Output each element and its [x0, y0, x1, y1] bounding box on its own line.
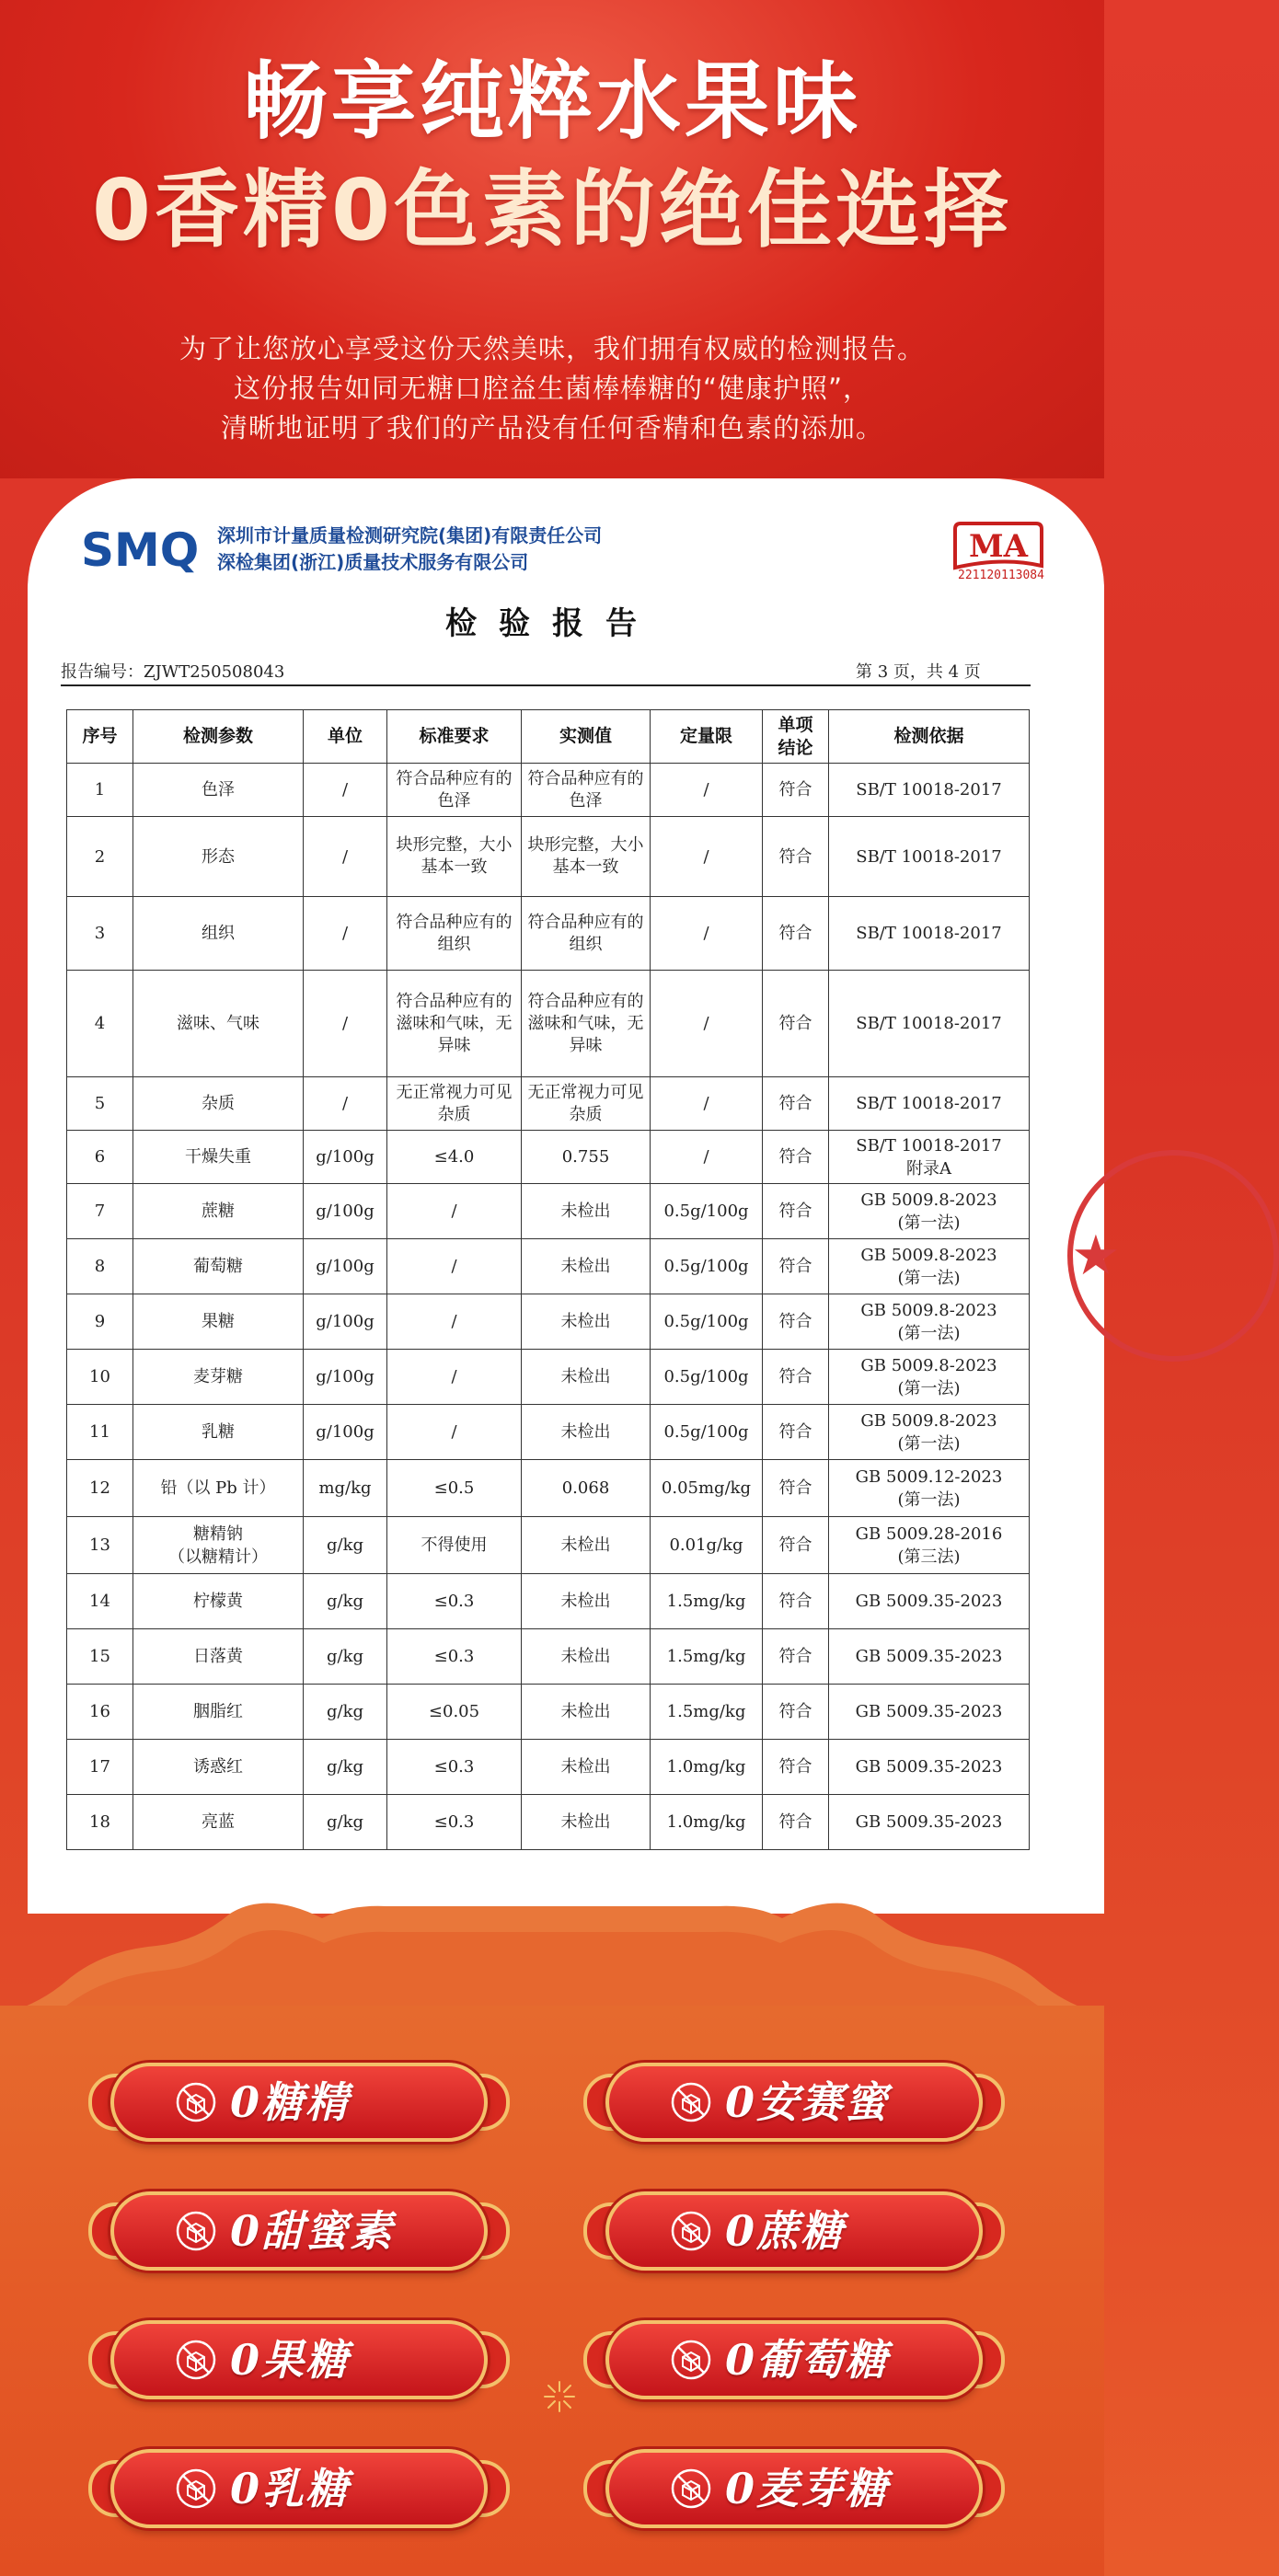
headline-line2: 0香精0色素的绝佳选择 [91, 161, 1013, 259]
table-cell: GB 5009.8-2023 (第一法) [829, 1239, 1030, 1294]
badge [578, 2052, 1010, 2153]
table-row [67, 1131, 1030, 1184]
table-cell: GB 5009.8-2023 (第一法) [829, 1405, 1030, 1460]
badge-label: 0甜蜜素 [230, 2206, 395, 2256]
table-cell: 符合 [763, 1131, 829, 1184]
badge [83, 2309, 515, 2410]
no-sugar-cube-icon [670, 2210, 712, 2252]
table-cell: / [387, 1405, 522, 1460]
table-cell: 块形完整，大小基本一致 [522, 817, 651, 897]
table-cell: 1.5mg/kg [651, 1629, 763, 1685]
table-cell: 符合 [763, 1574, 829, 1629]
badge-label: 0葡萄糖 [725, 2335, 890, 2385]
table-row [67, 1629, 1030, 1685]
table-row [67, 1574, 1030, 1629]
table-row [67, 764, 1030, 817]
table-cell: GB 5009.8-2023 (第一法) [829, 1184, 1030, 1239]
table-cell: / [304, 1077, 387, 1131]
table-row [67, 1740, 1030, 1795]
table-cell: 1.0mg/kg [651, 1795, 763, 1850]
table-cell: 0.5g/100g [651, 1350, 763, 1405]
table-cell: 16 [67, 1685, 133, 1740]
badge-label: 0麦芽糖 [725, 2464, 890, 2513]
table-cell: 1.5mg/kg [651, 1574, 763, 1629]
table-cell: 2 [67, 817, 133, 897]
org-name [217, 523, 602, 576]
table-cell: / [387, 1184, 522, 1239]
inspection-table [66, 709, 1030, 1850]
table-cell: 符合 [763, 1740, 829, 1795]
table-cell: ≤0.5 [387, 1460, 522, 1517]
table-cell: 符合品种应有的色泽 [522, 764, 651, 817]
table-cell: 0.5g/100g [651, 1405, 763, 1460]
table-row [67, 1294, 1030, 1350]
table-cell: 符合 [763, 764, 829, 817]
table-row [67, 1685, 1030, 1740]
table-row [67, 817, 1030, 897]
table-cell: 未检出 [522, 1184, 651, 1239]
table-cell: SB/T 10018-2017 附录A [829, 1131, 1030, 1184]
badge [83, 2438, 515, 2539]
column-header: 单项 结论 [763, 710, 829, 764]
table-cell: 组织 [133, 897, 304, 971]
table-cell: 符合 [763, 817, 829, 897]
table-cell: ≤0.05 [387, 1685, 522, 1740]
intro-line: 这份报告如同无糖口腔益生菌棒棒糖的“健康护照”， [233, 373, 871, 404]
table-cell: 未检出 [522, 1294, 651, 1350]
table-cell: g/kg [304, 1740, 387, 1795]
table-cell: / [387, 1294, 522, 1350]
firework-icon [541, 2378, 578, 2415]
table-cell: GB 5009.8-2023 (第一法) [829, 1294, 1030, 1350]
badge [83, 2052, 515, 2153]
column-header: 定量限 [651, 710, 763, 764]
no-sugar-cube-icon [670, 2467, 712, 2510]
table-cell: mg/kg [304, 1460, 387, 1517]
badge-label: 0果糖 [230, 2335, 351, 2385]
table-cell: 符合 [763, 1685, 829, 1740]
table-cell: 符合 [763, 1077, 829, 1131]
no-sugar-cube-icon [175, 2467, 217, 2510]
table-cell: / [304, 897, 387, 971]
table-cell: 形态 [133, 817, 304, 897]
table-cell: SB/T 10018-2017 [829, 764, 1030, 817]
table-row [67, 971, 1030, 1077]
table-cell: ≤0.3 [387, 1795, 522, 1850]
headline-line1: 畅享纯粹水果味 [242, 52, 861, 151]
table-cell: 5 [67, 1077, 133, 1131]
table-cell: 1 [67, 764, 133, 817]
table-cell: g/kg [304, 1685, 387, 1740]
org-name-line2: 深检集团(浙江)质量技术服务有限公司 [217, 551, 529, 573]
table-cell: / [651, 1077, 763, 1131]
org-name-line1: 深圳市计量质量检测研究院(集团)有限责任公司 [217, 524, 603, 546]
badge [578, 2180, 1010, 2282]
table-cell: 铅（以 Pb 计） [133, 1460, 304, 1517]
table-cell: 10 [67, 1350, 133, 1405]
table-cell: 未检出 [522, 1239, 651, 1294]
table-cell: SB/T 10018-2017 [829, 1077, 1030, 1131]
partial-seal-stamp [1060, 1150, 1121, 1371]
table-cell: 符合 [763, 1184, 829, 1239]
no-sugar-cube-icon [175, 2339, 217, 2381]
table-cell: g/100g [304, 1350, 387, 1405]
table-cell: 0.5g/100g [651, 1294, 763, 1350]
table-cell: 无正常视力可见杂质 [522, 1077, 651, 1131]
badge-label: 0乳糖 [230, 2464, 351, 2513]
table-cell: 7 [67, 1184, 133, 1239]
report-number: 报告编号：ZJWT250508043 [61, 662, 285, 682]
table-cell: GB 5009.35-2023 [829, 1740, 1030, 1795]
table-cell: / [304, 971, 387, 1077]
table-cell: 11 [67, 1405, 133, 1460]
table-row [67, 1077, 1030, 1131]
table-cell: 干燥失重 [133, 1131, 304, 1184]
table-cell: 滋味、气味 [133, 971, 304, 1077]
table-cell: 蔗糖 [133, 1184, 304, 1239]
smq-logo [81, 523, 210, 577]
table-cell: 符合品种应有的色泽 [387, 764, 522, 817]
table-cell: 符合品种应有的滋味和气味，无异味 [387, 971, 522, 1077]
table-cell: 0.755 [522, 1131, 651, 1184]
table-cell: 符合 [763, 1350, 829, 1405]
table-row [67, 897, 1030, 971]
report-title: 检验报告 [445, 605, 659, 642]
table-cell: 胭脂红 [133, 1685, 304, 1740]
table-cell: 未检出 [522, 1740, 651, 1795]
table-cell: GB 5009.12-2023 (第一法) [829, 1460, 1030, 1517]
seal-star-icon: ★ [1071, 1224, 1121, 1288]
table-cell: / [651, 971, 763, 1077]
table-cell: 符合 [763, 1405, 829, 1460]
table-cell: ≤0.3 [387, 1740, 522, 1795]
table-cell: / [651, 897, 763, 971]
table-cell: g/kg [304, 1629, 387, 1685]
no-sugar-cube-icon [175, 2210, 217, 2252]
table-cell: GB 5009.35-2023 [829, 1574, 1030, 1629]
table-cell: 符合 [763, 971, 829, 1077]
table-cell: GB 5009.8-2023 (第一法) [829, 1350, 1030, 1405]
badge [578, 2438, 1010, 2539]
cma-code: 221120113084 [958, 569, 1044, 582]
badge [83, 2180, 515, 2282]
cma-mark-text: MA [968, 528, 1029, 565]
table-cell: 4 [67, 971, 133, 1077]
page-info: 第 3 页，共 4 页 [856, 662, 981, 682]
table-cell: 葡萄糖 [133, 1239, 304, 1294]
table-cell: 符合品种应有的组织 [387, 897, 522, 971]
table-cell: g/100g [304, 1239, 387, 1294]
smq-logo-text: SMQ [81, 523, 200, 577]
table-cell: g/100g [304, 1294, 387, 1350]
table-cell: 未检出 [522, 1350, 651, 1405]
no-sugar-cube-icon [670, 2081, 712, 2123]
column-header: 标准要求 [387, 710, 522, 764]
table-cell: 符合 [763, 897, 829, 971]
table-cell: 未检出 [522, 1405, 651, 1460]
no-sugar-cube-icon [670, 2339, 712, 2381]
table-cell: ≤0.3 [387, 1629, 522, 1685]
table-row [67, 1184, 1030, 1239]
column-header: 单位 [304, 710, 387, 764]
table-cell: g/100g [304, 1131, 387, 1184]
table-cell: g/kg [304, 1574, 387, 1629]
table-cell: 亮蓝 [133, 1795, 304, 1850]
table-cell: ≤4.0 [387, 1131, 522, 1184]
table-cell: 未检出 [522, 1685, 651, 1740]
table-cell: 柠檬黄 [133, 1574, 304, 1629]
table-cell: 果糖 [133, 1294, 304, 1350]
table-cell: / [304, 764, 387, 817]
table-cell: 6 [67, 1131, 133, 1184]
table-cell: 日落黄 [133, 1629, 304, 1685]
table-cell: 块形完整，大小基本一致 [387, 817, 522, 897]
table-cell: 未检出 [522, 1795, 651, 1850]
badge [578, 2309, 1010, 2410]
table-row [67, 1517, 1030, 1574]
table-cell: 未检出 [522, 1574, 651, 1629]
table-cell: 3 [67, 897, 133, 971]
table-cell: / [304, 817, 387, 897]
table-cell: g/100g [304, 1405, 387, 1460]
table-cell: GB 5009.35-2023 [829, 1685, 1030, 1740]
table-cell: 诱惑红 [133, 1740, 304, 1795]
table-row [67, 1239, 1030, 1294]
table-cell: 1.0mg/kg [651, 1740, 763, 1795]
divider [61, 684, 1031, 686]
table-cell: 符合 [763, 1294, 829, 1350]
table-cell: 色泽 [133, 764, 304, 817]
no-sugar-cube-icon [175, 2081, 217, 2123]
table-cell: 符合品种应有的滋味和气味，无异味 [522, 971, 651, 1077]
table-row [67, 1460, 1030, 1517]
column-header: 检测参数 [133, 710, 304, 764]
table-cell: 0.5g/100g [651, 1184, 763, 1239]
table-cell: 15 [67, 1629, 133, 1685]
table-cell: GB 5009.35-2023 [829, 1629, 1030, 1685]
table-cell: ≤0.3 [387, 1574, 522, 1629]
column-header: 检测依据 [829, 710, 1030, 764]
table-cell: 13 [67, 1517, 133, 1574]
intro-paragraph [0, 329, 1104, 448]
table-cell: 17 [67, 1740, 133, 1795]
table-cell: GB 5009.35-2023 [829, 1795, 1030, 1850]
table-cell: GB 5009.28-2016 (第三法) [829, 1517, 1030, 1574]
table-cell: 杂质 [133, 1077, 304, 1131]
table-cell: 未检出 [522, 1517, 651, 1574]
table-cell: SB/T 10018-2017 [829, 971, 1030, 1077]
hero-banner [0, 0, 1104, 478]
table-cell: 乳糖 [133, 1405, 304, 1460]
table-cell: / [387, 1350, 522, 1405]
table-cell: / [651, 1131, 763, 1184]
table-cell: SB/T 10018-2017 [829, 897, 1030, 971]
table-cell: g/100g [304, 1184, 387, 1239]
badge-label: 0糖精 [230, 2077, 351, 2127]
table-cell: 符合 [763, 1460, 829, 1517]
table-cell: g/kg [304, 1795, 387, 1850]
table-cell: 0.05mg/kg [651, 1460, 763, 1517]
table-cell: 不得使用 [387, 1517, 522, 1574]
badge-label: 0蔗糖 [725, 2206, 846, 2256]
table-cell: 0.01g/kg [651, 1517, 763, 1574]
table-cell: 12 [67, 1460, 133, 1517]
table-cell: 1.5mg/kg [651, 1685, 763, 1740]
table-row [67, 1350, 1030, 1405]
intro-line: 清晰地证明了我们的产品没有任何香精和色素的添加。 [220, 412, 883, 443]
intro-line: 为了让您放心享受这份天然美味，我们拥有权威的检测报告。 [179, 333, 925, 364]
table-body [67, 764, 1030, 1850]
table-cell: 8 [67, 1239, 133, 1294]
badge-label: 0安赛蜜 [725, 2077, 890, 2127]
table-cell: / [387, 1239, 522, 1294]
table-cell: 18 [67, 1795, 133, 1850]
table-row [67, 1405, 1030, 1460]
table-cell: 符合 [763, 1239, 829, 1294]
table-row [67, 1795, 1030, 1850]
table-cell: 9 [67, 1294, 133, 1350]
table-cell: 符合 [763, 1795, 829, 1850]
table-cell: 符合 [763, 1629, 829, 1685]
table-cell: / [651, 817, 763, 897]
table-cell: SB/T 10018-2017 [829, 817, 1030, 897]
table-cell: g/kg [304, 1517, 387, 1574]
table-cell: 麦芽糖 [133, 1350, 304, 1405]
table-cell: 糖精钠 （以糖精计） [133, 1517, 304, 1574]
table-cell: / [651, 764, 763, 817]
table-cell: 未检出 [522, 1629, 651, 1685]
table-cell: 无正常视力可见杂质 [387, 1077, 522, 1131]
table-header-row [67, 710, 1030, 764]
column-header: 实测值 [522, 710, 651, 764]
table-cell: 0.5g/100g [651, 1239, 763, 1294]
table-cell: 符合 [763, 1517, 829, 1574]
table-cell: 14 [67, 1574, 133, 1629]
table-cell: 符合品种应有的组织 [522, 897, 651, 971]
table-cell: 0.068 [522, 1460, 651, 1517]
column-header: 序号 [67, 710, 133, 764]
